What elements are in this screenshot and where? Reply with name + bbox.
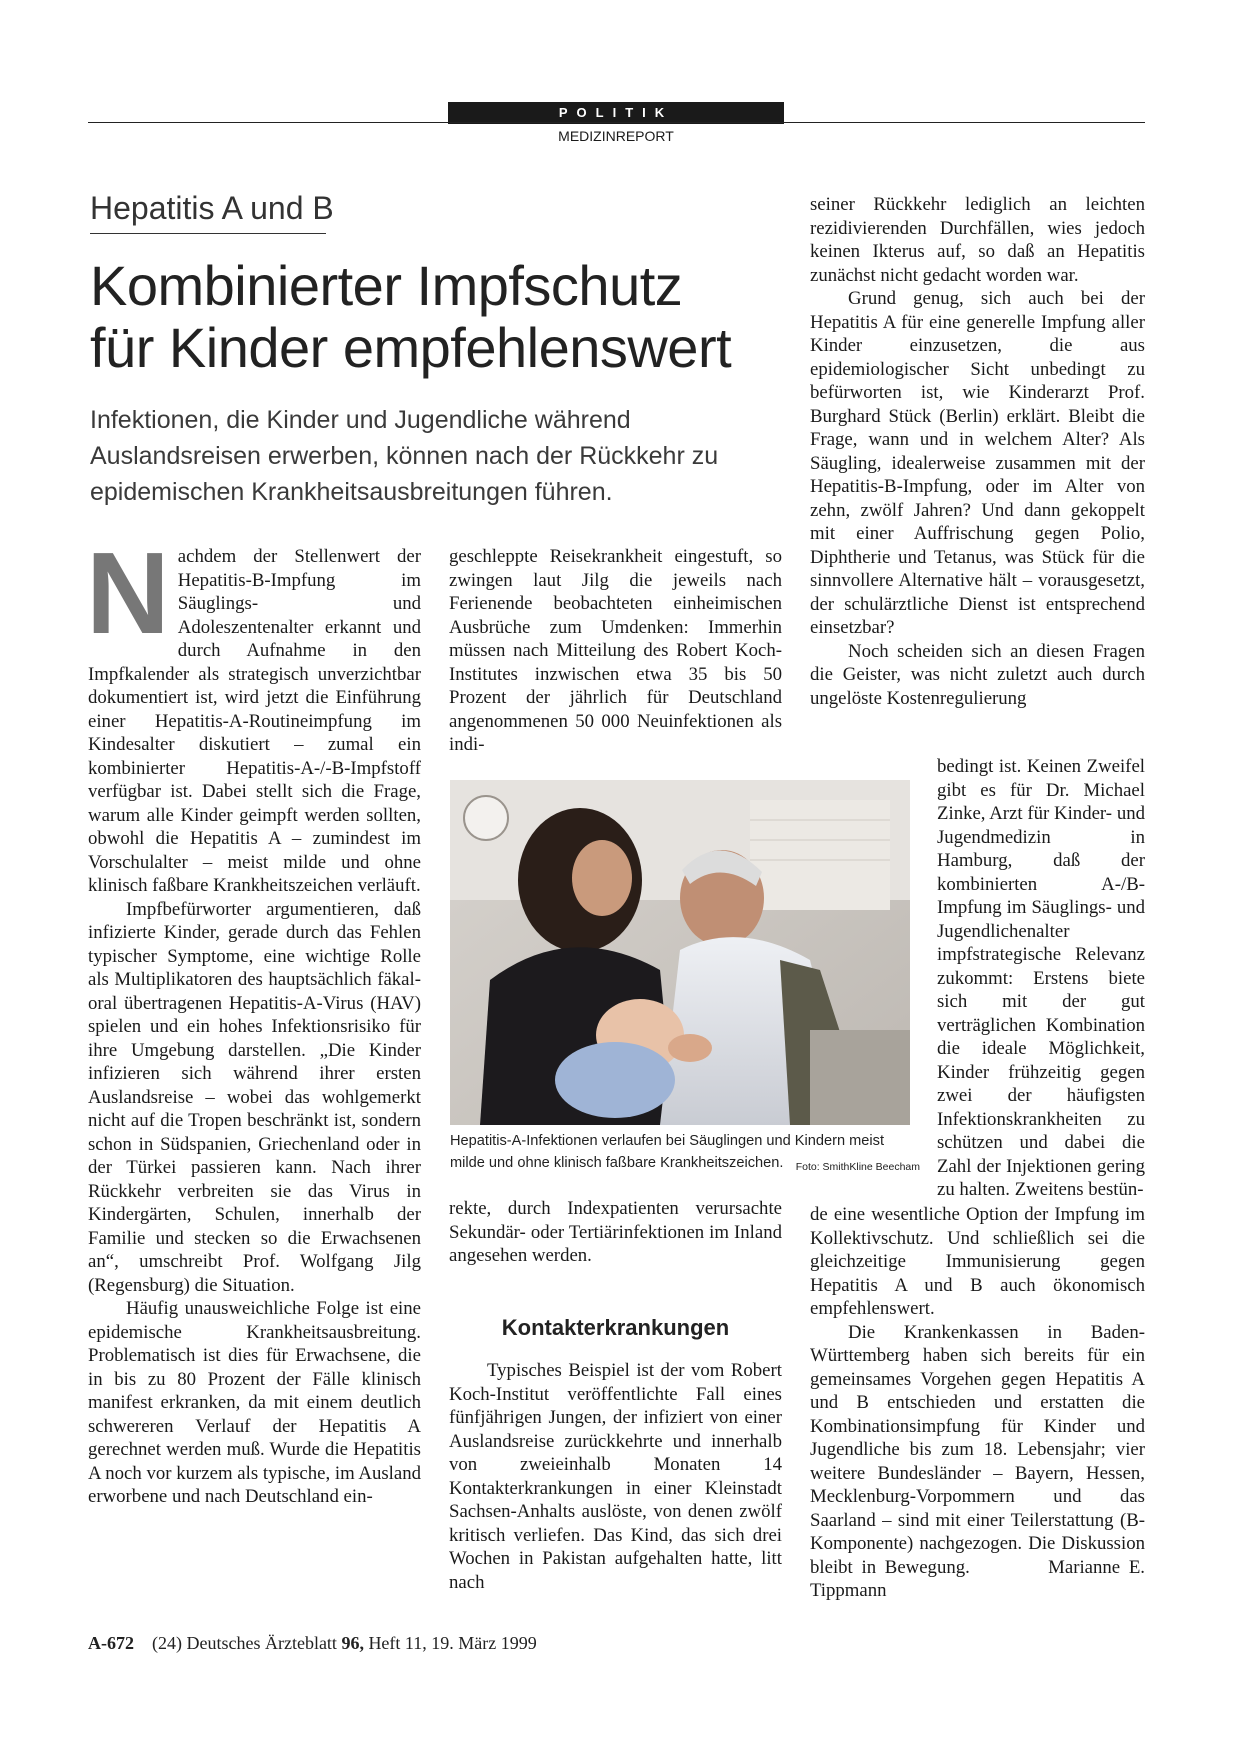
paragraph: Typisches Beispiel ist der vom Robert Koch-Institut veröffentlichte Fall eines fünfjährigen Jungen, der infiziert von einer Auslandsreise zurückkehrte und innerhalb von zweieinhalb Monaten 14 Kontakterkrankungen in einer Kleinstadt Sachsen-Anhalts auslöste, von denen zwölf kritisch verliefen. Das Kind, das sich drei Wochen in Pakistan aufgehalten hatte, litt nach	[449, 1360, 782, 1593]
paragraph	[86, 528, 421, 898]
column-2-lower	[449, 1359, 782, 1594]
journal-name: (24) Deutsches Ärzteblatt	[152, 1633, 337, 1653]
header-rule	[88, 122, 1145, 123]
photo-illustration	[450, 780, 910, 1125]
volume-number: 96,	[341, 1633, 364, 1653]
title-line-1: Kombinierter Impfschutz	[90, 254, 683, 317]
dropcap: N	[86, 528, 170, 658]
topic-line: Hepatitis A und B	[90, 190, 334, 226]
photo-credit: Foto: SmithKline Beecham	[795, 1161, 920, 1173]
section-label: POLITIK	[448, 102, 784, 124]
article-title	[90, 255, 810, 379]
column-2-bottom	[449, 1197, 782, 1268]
article-lead: Infektionen, die Kinder und Jugendliche während Auslandsreisen erwerben, können nach der Rückkehr zu epidemischen Krankheitsausbreitungen führen.	[90, 406, 719, 506]
title-line-2: für Kinder empfehlenswert	[90, 316, 732, 379]
paragraph: rekte, durch Indexpatienten verursachte Sekundär- oder Tertiärinfektionen im Inland angesehen werden.	[449, 1198, 782, 1266]
paragraph: de eine wesentliche Option der Impfung im Kollektivschutz. Und schließlich sei die gleichzeitige Immunisierung gegen Hepatitis A und B auch ökonomisch empfehlenswert.	[810, 1204, 1145, 1319]
author-name: Marianne E. Tippmann	[810, 1556, 1145, 1601]
paragraph: geschleppte Reisekrankheit eingestuft, so zwingen laut Jilg die jeweils nach Ferienende beobachteten einheimischen Ausbrüche zum Umdenken: Immerhin müssen nach Mitteilung des Robert Koch-Institutes inzwischen etwa 35 bis 50 Prozent der jährlich für Deutschland angenommenen 50 000 Neuinfektionen als indi-	[449, 546, 782, 755]
column-3-narrow	[937, 755, 1145, 1202]
subsection-label: MEDIZINREPORT	[558, 128, 674, 144]
column-3-top	[810, 193, 1145, 710]
section-subhead: Kontakterkrankungen	[501, 1315, 730, 1340]
paragraph: seiner Rückkehr lediglich an leichten rezidivierenden Durchfällen, wies jedoch keinen Ikterus auf, so daß an Hepatitis zunächst nicht gedacht worden war.	[810, 194, 1145, 286]
paragraph: Noch scheiden sich an diesen Fragen die Geister, was nicht zuletzt auch durch ungelöste Kostenregulierung	[810, 640, 1145, 709]
column-1	[86, 528, 421, 1509]
paragraph-text: achdem der Stellenwert der Hepatitis-B-Impfung im Säuglings- und Adoleszentenalter erkannt und durch Aufnahme in den Impfkalender als strategisch unverzichtbar dokumentiert ist, wird jetzt die Einführung einer Hepatitis-A-Routineimpfung im Kindesalter diskutiert – zumal ein kombinierter Hepatitis-A-/-B-Impfstoff verfügbar ist. Dabei stellt sich die Frage, warum alle Kinder geimpft werden sollten, obwohl die Hepatitis A – zumindest im Vorschulalter – meist milde und ohne klinisch faßbare Krankheitszeichen verläuft.	[88, 546, 421, 896]
page-number: A-672	[88, 1633, 134, 1653]
paragraph: Impfbefürworter argumentieren, daß infizierte Kinder, gerade durch das Fehlen typischer Symptome, eine wichtige Rolle als Multiplikatoren des hauptsächlich fäkal-oral übertragenen Hepatitis-A-Virus (HAV) spielen und ein hohes Infektionsrisiko für ihre Umgebung darstellen. „Die Kinder infizieren sich während ihrer ersten Auslandsreise – wobei das wohlgemerkt nicht auf die Tropen beschränkt ist, sondern schon in Südspanien, Griechenland oder in der Türkei passieren kann. Nach ihrer Rückkehr verbreiten sie das Virus in Kindergärten, Schulen, innerhalb der Familie und stecken so die Erwachsenen an“, umschreibt Prof. Wolfgang Jilg (Regensburg) die Situation.	[88, 898, 421, 1296]
paragraph: bedingt ist. Keinen Zweifel gibt es für Dr. Michael Zinke, Arzt für Kinder- und Jugendmedizin in Hamburg, daß der kombinierten A-/B-Impfung im Säuglings- und Jugendlichenalter impfstrategische Relevanz zukommt: Erstens biete sich mit der gut verträglichen Kombination die ideale Möglichkeit, Kinder frühzeitig gegen zwei der häufigsten Infektionskrankheiten zu schützen und dabei die Zahl der Injektionen gering zu halten. Zweitens bestün-	[937, 756, 1145, 1200]
paragraph: Grund genug, sich auch bei der Hepatitis A für eine generelle Impfung aller Kinder einzusetzen, die aus epidemiologischer Sicht unbedingt zu befürworten ist, wie Kinderarzt Prof. Burghard Stück (Berlin) erklärt. Bleibt die Frage, wann und in welchem Alter? Als Säugling, idealerweise zusammen mit der Hepatitis-B-Impfung, oder im Alter von zehn, zwölf Jahren? Und dann gekoppelt mit einer Auffrischung gegen Polio, Diphtherie und Tetanus, was Stück für die sinnvollere Alternative hält – vorausgesetzt, der schulärztliche Dienst ist entsprechend einsetzbar?	[810, 288, 1145, 638]
column-2-top	[449, 545, 782, 757]
caption-text: Hepatitis-A-Infektionen verlaufen bei Säuglingen und Kindern meist milde und ohne klinisch faßbare Krankheitszeichen.	[450, 1133, 885, 1171]
paragraph	[810, 1321, 1145, 1603]
photo-caption	[450, 1130, 920, 1178]
column-3-bottom	[810, 1203, 1145, 1603]
topic-rule	[90, 233, 326, 234]
page-footer	[88, 1633, 537, 1654]
paragraph: Häufig unausweichliche Folge ist eine epidemische Krankheitsausbreitung. Problematisch ist dies für Erwachsene, die in bis zu 80 Prozent der Fälle klinisch manifest erkranken, da mit einem deutlich schwereren Verlauf der Hepatitis A gerechnet werden muß. Wurde die Hepatitis A noch vor kurzem als typische, im Ausland erworbene und nach Deutschland ein-	[88, 1298, 421, 1507]
paragraph-text: Die Krankenkassen in Baden-Württemberg haben sich bereits für ein gemeinsames Vorgehen gegen Hepatitis A und B entschieden und erstatten die Kombinationsimpfung für Kinder und Jugendliche bis zum 18. Lebensjahr; vier weitere Bundesländer – Bayern, Hessen, Mecklenburg-Vorpommern und das Saarland – sind mit einer Teilerstattung (B-Komponente) nachgezogen. Die Diskussion bleibt in Bewegung.	[810, 1321, 1145, 1578]
issue-info: Heft 11, 19. März 1999	[368, 1633, 537, 1653]
article-photo	[450, 780, 910, 1125]
